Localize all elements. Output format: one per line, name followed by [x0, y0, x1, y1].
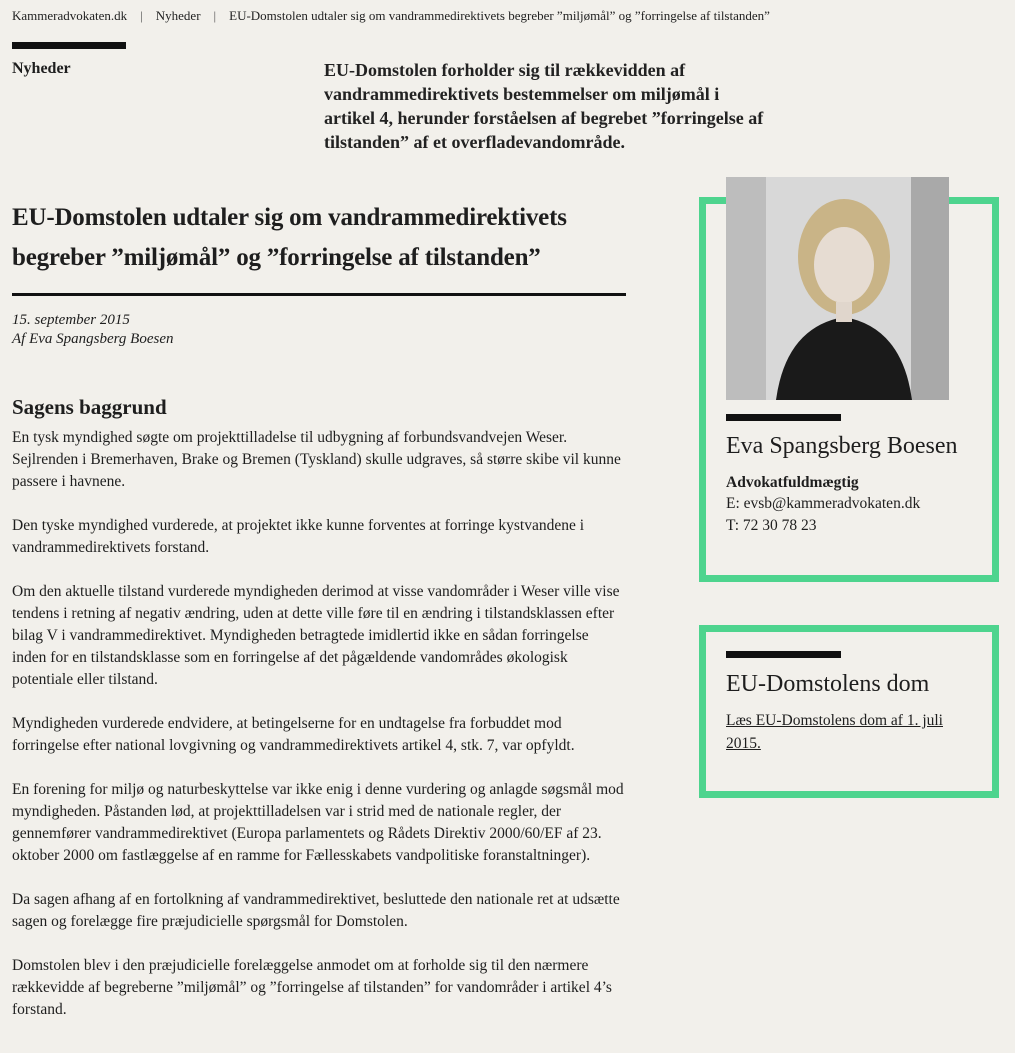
breadcrumb-separator: |: [213, 8, 217, 23]
profile-title: Advokatfuldmægtig: [726, 474, 859, 491]
article-title: [12, 198, 626, 278]
title-divider: [12, 293, 626, 296]
profile-accent-bar: [726, 414, 841, 421]
article-title-line-2: begreber ”miljømål” og ”forringelse af tilstanden”: [12, 244, 541, 271]
article-paragraph: Da sagen afhang af en fortolkning af vandrammedirektivet, besluttede den nationale ret at udsætte sagen og forelægge fire præjudicielle spørgsmål for Domstolen.: [12, 891, 620, 930]
article: [12, 198, 626, 1043]
portrait-image: [726, 177, 949, 400]
profile-photo: [726, 177, 949, 400]
article-title-line-1: EU-Domstolen udtaler sig om vandrammedirektivets: [12, 204, 567, 231]
breadcrumb-separator: |: [140, 8, 143, 23]
judgment-title: EU-Domstolens dom: [726, 671, 930, 697]
article-lead: EU-Domstolen forholder sig til rækkevidden af vandrammedirektivets bestemmelser om miljømål i artikel 4, herunder forståelsen af begrebet ”forringelse af tilstanden” af et overfladevandområde.: [324, 60, 764, 152]
article-paragraph: En tysk myndighed søgte om projekttilladelse til udbygning af forbundsvandvejen Weser. Sejlrenden i Bremerhaven, Brake og Bremen (Tyskland) skulle udgraves, så større skibe vil kunne passere i havnene.: [12, 429, 621, 490]
profile-phone[interactable]: T: 72 30 78 23: [726, 517, 817, 534]
breadcrumb: [12, 8, 770, 24]
profile-email[interactable]: E: evsb@kammeradvokaten.dk: [726, 495, 921, 512]
article-section-heading: Sagens baggrund: [12, 395, 167, 419]
profile-name: Eva Spangsberg Boesen: [726, 433, 958, 459]
breadcrumb-current: EU-Domstolen udtaler sig om vandrammedirektivets begreber ”miljømål” og ”forringelse af tilstanden”: [229, 8, 770, 23]
article-date: 15. september 2015: [12, 312, 130, 328]
article-paragraph: En forening for miljø og naturbeskyttelse var ikke enig i denne vurdering og anlagde søgsmål mod myndigheden. Påstanden lød, at projekttilladelsen var i strid med de nationale regler, der gennemfører vandrammedirektivet (Europa parlamentets og Rådets Direktiv 2000/60/EF af 23. oktober 2000 om fastlæggelse af en ramme for Fællesskabets vandpolitiske foranstaltninger).: [12, 781, 624, 864]
judgment-link[interactable]: Læs EU-Domstolens dom af 1. juli 2015.: [726, 712, 943, 752]
section-label: Nyheder: [12, 60, 71, 77]
article-paragraph: Myndigheden vurderede endvidere, at betingelserne for en undtagelse fra forbuddet mod forringelse efter national lovgivning og vandrammedirektivets artikel 4, stk. 7, var opfyldt.: [12, 715, 575, 754]
article-author: Af Eva Spangsberg Boesen: [12, 331, 174, 347]
judgment-card: [726, 651, 981, 755]
profile-card: [726, 414, 986, 537]
article-paragraph: Om den aktuelle tilstand vurderede myndigheden derimod at visse vandområder i Weser ville vise tendens i retning af negativ ændring, uden at dette ville føre til en ændring i tilstandsklassen efter bilag V i vandrammedirektivet. Myndigheden betragtede imidlertid ikke en sådan forringelse inden for en tilstandsklasse som en forringelse af det pågældende vandområdes økologisk potentiale eller tilstand.: [12, 583, 620, 688]
breadcrumb-news-link[interactable]: Nyheder: [155, 8, 201, 23]
judgment-accent-bar: [726, 651, 841, 658]
article-paragraph: Domstolen blev i den præjudicielle forelæggelse anmodet om at forholde sig til den nærmere rækkevidde af begreberne ”miljømål” og ”forringelse af tilstanden” for vandområder i artikel 4’s forstand.: [12, 957, 612, 1018]
section-accent-bar: [12, 42, 126, 49]
breadcrumb-home-link[interactable]: Kammeradvokaten.dk: [12, 8, 128, 23]
article-meta: [12, 311, 626, 349]
article-paragraph: Den tyske myndighed vurderede, at projektet ikke kunne forventes at forringe kystvandene i vandrammedirektivets forstand.: [12, 517, 585, 556]
